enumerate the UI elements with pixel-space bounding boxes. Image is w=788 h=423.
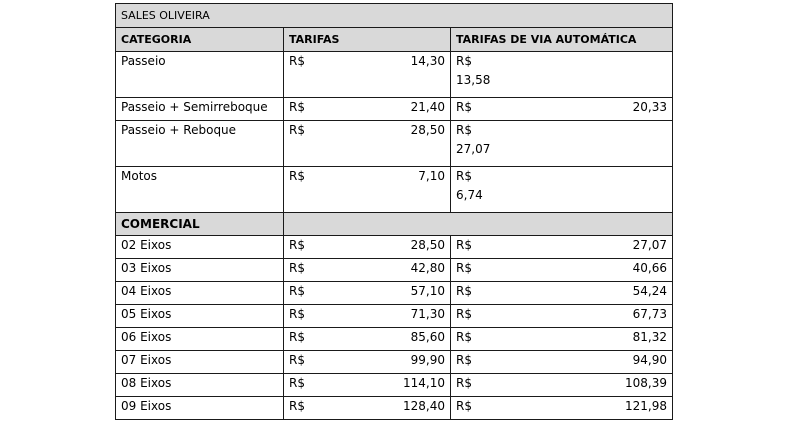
table-row [116,167,673,213]
currency-symbol: R$ [289,399,305,413]
tarifa-auto-value: 81,32 [632,330,667,344]
tarifa-cell [284,305,451,328]
currency-symbol: R$ [289,307,305,321]
tarifa-value: 57,10 [410,284,445,298]
header-row [116,28,673,52]
tarifa-auto-value: 108,39 [625,376,667,390]
tarifa-value: 28,50 [410,238,445,252]
header-categoria: CATEGORIA [116,28,284,52]
tarifa-value: 71,30 [410,307,445,321]
currency-symbol: R$ [289,376,305,390]
tarifa-auto-value: 67,73 [632,307,667,321]
categoria-cell: Motos [116,167,284,213]
tarifa-cell [284,374,451,397]
categoria-cell: 03 Eixos [116,259,284,282]
categoria-cell: 06 Eixos [116,328,284,351]
header-tarifas: TARIFAS [284,28,451,52]
tarifa-auto-cell [451,52,673,98]
tarifa-auto-value: 6,74 [456,188,483,202]
tarifa-cell [284,259,451,282]
currency-symbol: R$ [289,284,305,298]
tarifa-auto-cell [451,374,673,397]
table-row [116,374,673,397]
categoria-cell: 04 Eixos [116,282,284,305]
tarifa-auto-value: 20,33 [632,100,667,114]
currency-symbol: R$ [456,353,472,367]
tarifa-value: 28,50 [410,123,445,137]
tarifa-auto-cell [451,236,673,259]
table-row [116,236,673,259]
tarifa-cell [284,236,451,259]
table-row [116,351,673,374]
table-row [116,121,673,167]
currency-symbol: R$ [289,54,305,68]
categoria-cell: 02 Eixos [116,236,284,259]
tarifa-cell [284,282,451,305]
table-row [116,305,673,328]
categoria-cell: 05 Eixos [116,305,284,328]
currency-symbol: R$ [456,399,472,413]
table-title: SALES OLIVEIRA [116,4,673,28]
tarifa-auto-cell [451,305,673,328]
table-row [116,328,673,351]
tarifa-auto-value: 27,07 [632,238,667,252]
section-label: COMERCIAL [116,213,284,236]
currency-symbol: R$ [289,330,305,344]
section-row-comercial [116,213,673,236]
tarifa-cell [284,98,451,121]
currency-symbol: R$ [289,123,305,137]
toll-table [115,3,673,420]
tarifa-auto-cell [451,167,673,213]
tarifa-auto-value: 40,66 [632,261,667,275]
tarifa-cell [284,52,451,98]
categoria-cell: 07 Eixos [116,351,284,374]
tarifa-value: 21,40 [410,100,445,114]
currency-symbol: R$ [289,261,305,275]
header-tarifas-via-automatica: TARIFAS DE VIA AUTOMÁTICA [451,28,673,52]
tarifa-auto-value: 121,98 [625,399,667,413]
tarifa-auto-cell [451,397,673,420]
tarifa-auto-value: 94,90 [632,353,667,367]
tarifa-auto-cell [451,259,673,282]
currency-symbol: R$ [456,238,472,252]
tarifa-cell [284,121,451,167]
tarifa-auto-cell [451,98,673,121]
currency-symbol: R$ [456,330,472,344]
tarifa-auto-value: 27,07 [456,142,491,156]
tarifa-auto-value: 13,58 [456,73,491,87]
tarifa-auto-cell [451,121,673,167]
currency-symbol: R$ [289,238,305,252]
categoria-cell: Passeio + Semirreboque [116,98,284,121]
table-title-row [116,4,673,28]
section-filler [284,213,673,236]
currency-symbol: R$ [456,307,472,321]
table-row [116,98,673,121]
currency-symbol: R$ [456,261,472,275]
tarifa-value: 99,90 [410,353,445,367]
tarifa-value: 85,60 [410,330,445,344]
categoria-cell: 09 Eixos [116,397,284,420]
currency-symbol: R$ [456,54,472,68]
currency-symbol: R$ [456,169,472,183]
table-row [116,52,673,98]
tarifa-cell [284,167,451,213]
currency-symbol: R$ [289,169,305,183]
tarifa-cell [284,351,451,374]
tarifa-value: 42,80 [410,261,445,275]
table-row [116,259,673,282]
categoria-cell: 08 Eixos [116,374,284,397]
tarifa-auto-cell [451,282,673,305]
currency-symbol: R$ [289,100,305,114]
currency-symbol: R$ [456,376,472,390]
tarifa-value: 114,10 [403,376,445,390]
tarifa-cell [284,397,451,420]
tarifa-auto-cell [451,328,673,351]
categoria-cell: Passeio [116,52,284,98]
currency-symbol: R$ [456,123,472,137]
table-row [116,397,673,420]
tarifa-value: 14,30 [410,54,445,68]
currency-symbol: R$ [456,100,472,114]
tarifa-value: 128,40 [403,399,445,413]
tarifa-auto-value: 54,24 [632,284,667,298]
table-row [116,282,673,305]
tarifa-auto-cell [451,351,673,374]
tarifa-value: 7,10 [418,169,445,183]
currency-symbol: R$ [289,353,305,367]
tarifa-cell [284,328,451,351]
currency-symbol: R$ [456,284,472,298]
categoria-cell: Passeio + Reboque [116,121,284,167]
